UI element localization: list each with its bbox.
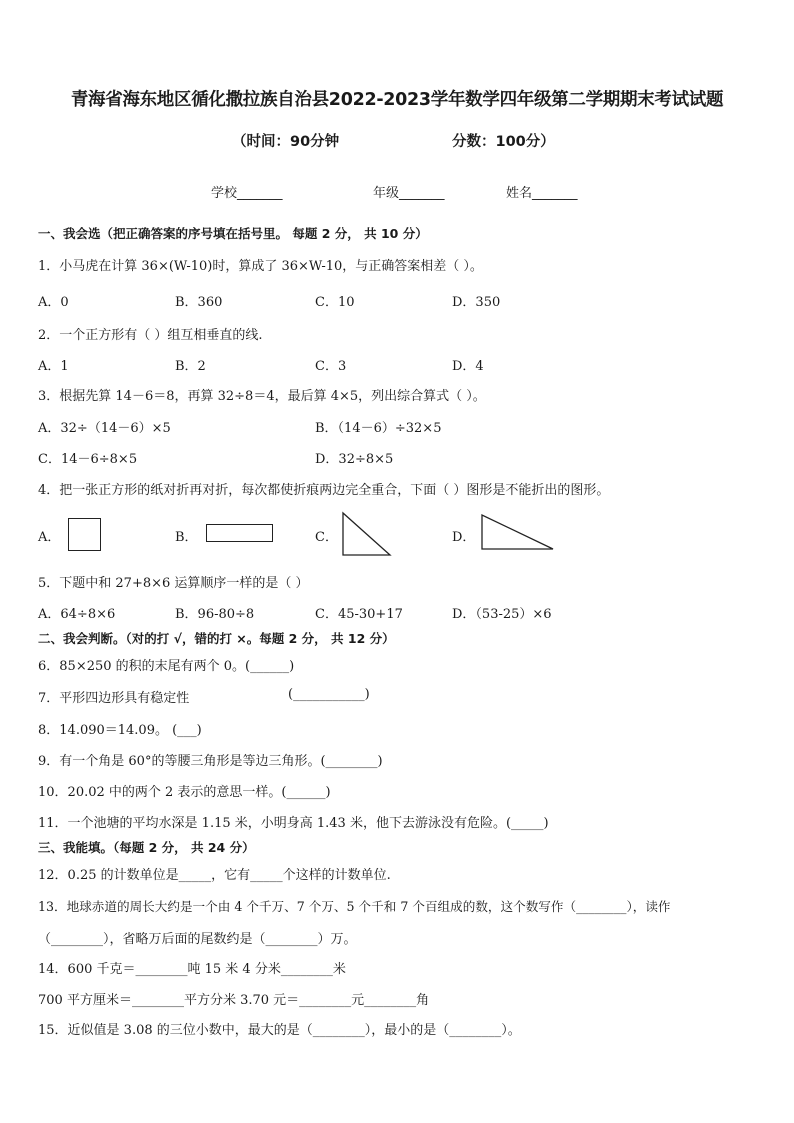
q2-option-b: B．2 <box>175 359 206 374</box>
question-4: 4．把一张正方形的纸对折再对折，每次都使折痕两边完全重合，下面（ ）图形是不能折出的图形。 <box>38 483 610 498</box>
q1-option-b: B．360 <box>175 295 223 310</box>
isosceles-right-triangle-shape <box>340 510 394 558</box>
section-3-heading: 三、我能填。（每题 2 分， 共 24 分） <box>38 840 255 855</box>
section-2-heading: 二、我会判断。（对的打 √，错的打 ×。每题 2 分， 共 12 分） <box>38 631 395 646</box>
q5-option-d: D．（53-25）×6 <box>452 607 552 622</box>
exam-time: （时间：90分钟 <box>232 134 340 150</box>
question-6: 6．85×250 的积的末尾有两个 0。(______) <box>38 659 295 674</box>
q1-option-c: C．10 <box>315 295 355 310</box>
question-10: 10．20.02 中的两个 2 表示的意思一样。(______) <box>38 785 331 800</box>
question-8: 8．14.090＝14.09。 (___) <box>38 723 202 738</box>
exam-score: 分数：100分） <box>452 134 555 150</box>
square-shape <box>68 518 101 551</box>
school-field: 学校_______ <box>211 186 283 201</box>
right-triangle-shape <box>480 513 556 553</box>
q1-option-d: D．350 <box>452 295 501 310</box>
question-1: 1．小马虎在计算 36×(W-10)时，算成了 36×W-10，与正确答案相差（ ）。 <box>38 259 483 274</box>
q2-option-a: A．1 <box>38 359 69 374</box>
question-13-continued: （________），省略万后面的尾数约是（________）万。 <box>38 932 357 947</box>
section-1-heading: 一、我会选（把正确答案的序号填在括号里。 每题 2 分， 共 10 分） <box>38 226 428 241</box>
question-7: 7．平形四边形具有稳定性 <box>38 691 190 706</box>
q4-option-b: B． <box>175 530 198 545</box>
q4-option-c: C． <box>315 530 338 545</box>
question-3: 3．根据先算 14－6＝8，再算 32÷8＝4，最后算 4×5，列出综合算式（ ）。 <box>38 389 486 404</box>
name-field: 姓名_______ <box>506 186 578 201</box>
question-14-continued: 700 平方厘米＝________平方分米 3.70 元＝________元________角 <box>38 993 430 1008</box>
q5-option-a: A．64÷8×6 <box>38 607 116 622</box>
question-2: 2．一个正方形有（ ）组互相垂直的线. <box>38 328 263 343</box>
question-11: 11．一个池塘的平均水深是 1.15 米，小明身高 1.43 米，他下去游泳没有危险。(_____) <box>38 816 549 831</box>
q3-option-c: C．14－6÷8×5 <box>38 452 138 467</box>
q3-option-d: D．32÷8×5 <box>315 452 394 467</box>
q5-option-b: B．96-80÷8 <box>175 607 255 622</box>
question-9: 9．有一个角是 60°的等腰三角形是等边三角形。(________) <box>38 754 383 769</box>
question-15: 15．近似值是 3.08 的三位小数中，最大的是（________），最小的是（________）。 <box>38 1023 521 1038</box>
q3-option-b: B．（14－6）÷32×5 <box>315 421 442 436</box>
grade-field: 年级_______ <box>373 186 445 201</box>
question-12: 12．0.25 的计数单位是_____，它有_____个这样的计数单位. <box>38 868 391 883</box>
q1-option-a: A．0 <box>38 295 69 310</box>
question-13: 13．地球赤道的周长大约是一个由 4 个千万、7 个万、5 个千和 7 个百组成的数，这个数写作（________），读作 <box>38 899 671 914</box>
q3-option-a: A．32÷（14－6）×5 <box>38 421 171 436</box>
question-14: 14．600 千克＝________吨 15 米 4 分米________米 <box>38 962 346 977</box>
q2-option-c: C．3 <box>315 359 347 374</box>
exam-title: 青海省海东地区循化撒拉族自治县2022-2023学年数学四年级第二学期期末考试试题 <box>70 90 724 110</box>
q4-option-a: A． <box>38 530 61 545</box>
question-5: 5．下题中和 27+8×6 运算顺序一样的是（ ） <box>38 576 309 591</box>
rectangle-shape <box>206 524 273 542</box>
q4-option-d: D． <box>452 530 476 545</box>
q2-option-d: D．4 <box>452 359 484 374</box>
q5-option-c: C．45-30+17 <box>315 607 403 622</box>
question-7-blank: (___________) <box>288 687 370 702</box>
